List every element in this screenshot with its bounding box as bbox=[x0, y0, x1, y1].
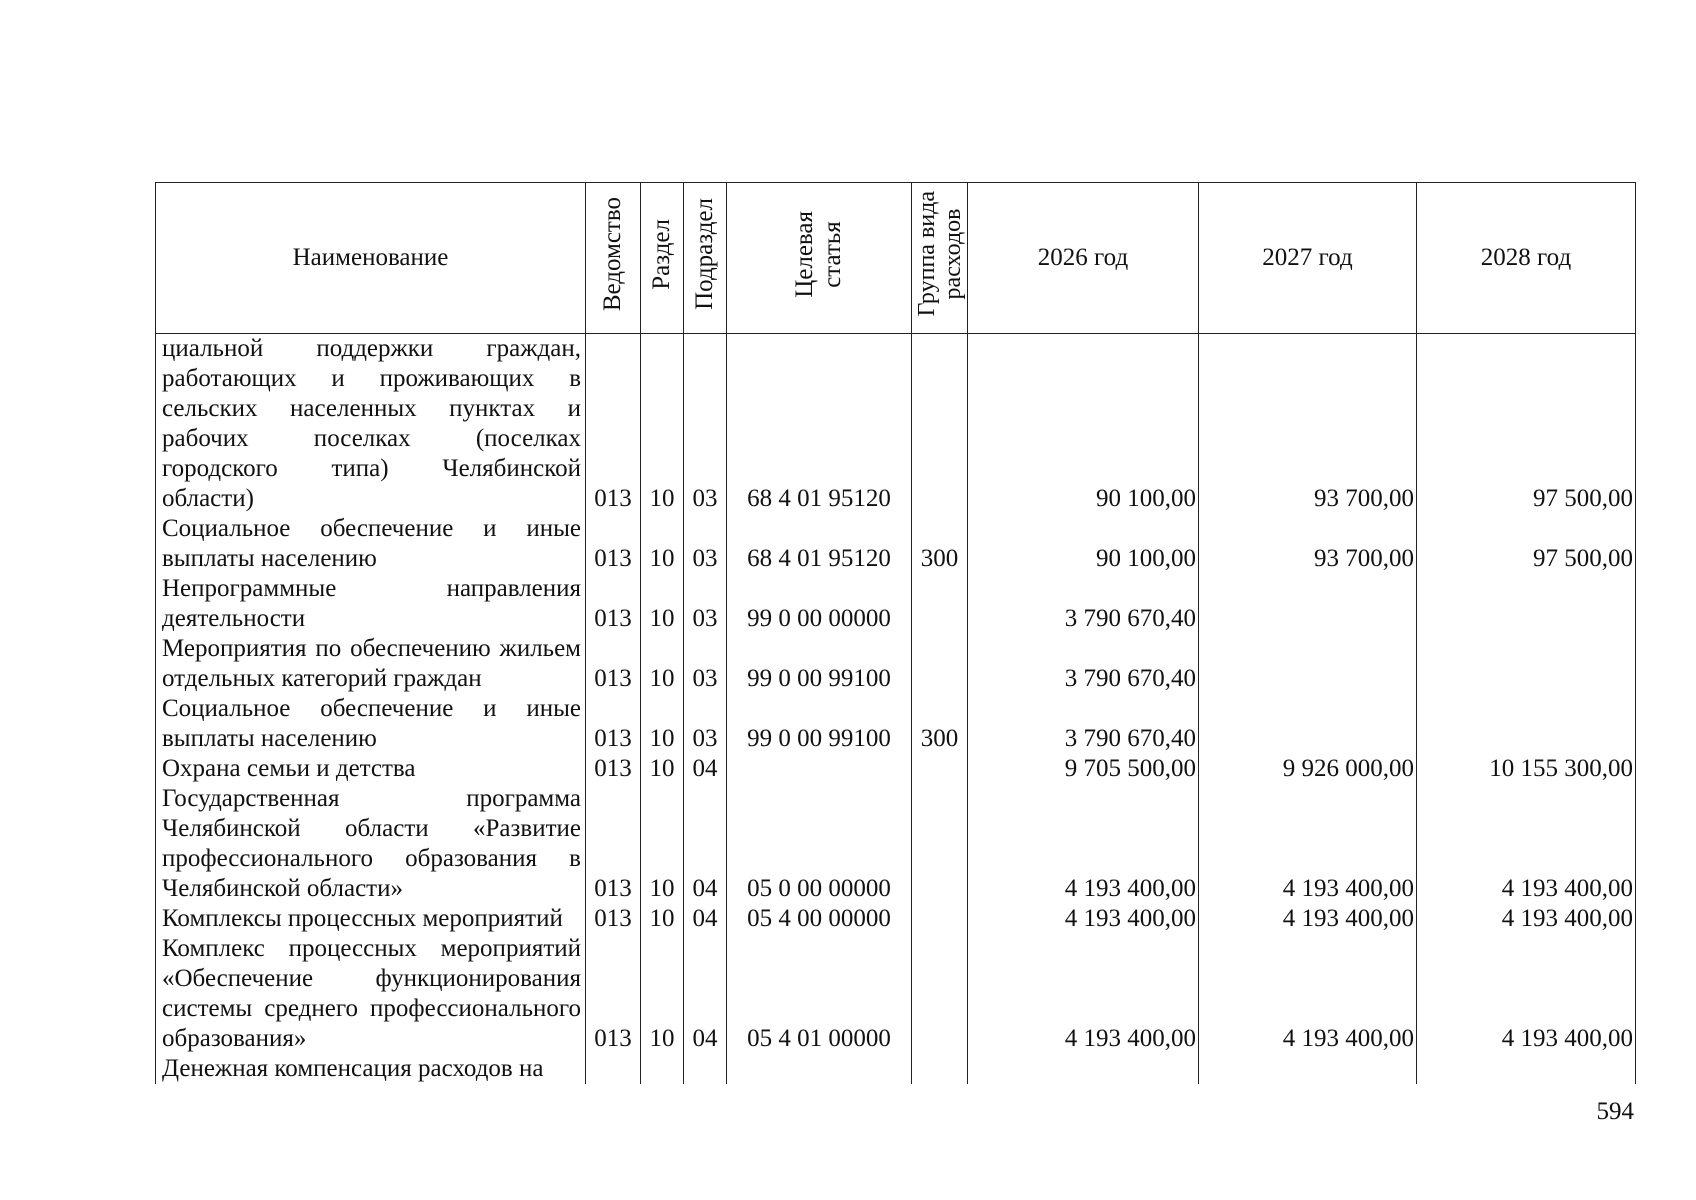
cell-podrazdel bbox=[684, 1054, 727, 1084]
cell-name: Государственная программа Челябинской области «Развитие профессионального образования в Челябинской области» bbox=[156, 784, 586, 904]
cell-podrazdel: 03 bbox=[684, 634, 727, 694]
cell-2026: 4 193 400,00 bbox=[968, 784, 1199, 904]
cell-podrazdel: 03 bbox=[684, 694, 727, 754]
cell-2026: 4 193 400,00 bbox=[968, 904, 1199, 934]
cell-2027 bbox=[1199, 634, 1417, 694]
cell-name: Охрана семьи и детства bbox=[156, 754, 586, 784]
cell-2027: 4 193 400,00 bbox=[1199, 934, 1417, 1054]
cell-2028: 4 193 400,00 bbox=[1417, 934, 1636, 1054]
cell-2028 bbox=[1417, 574, 1636, 634]
table-row bbox=[156, 754, 1636, 784]
cell-vedomstvo: 013 bbox=[586, 934, 641, 1054]
cell-podrazdel: 04 bbox=[684, 754, 727, 784]
cell-2027: 4 193 400,00 bbox=[1199, 904, 1417, 934]
table-row bbox=[156, 634, 1636, 694]
cell-celevaya-statya: 68 4 01 95120 bbox=[727, 334, 912, 515]
table-row bbox=[156, 904, 1636, 934]
cell-2026: 3 790 670,40 bbox=[968, 694, 1199, 754]
cell-2026 bbox=[968, 1054, 1199, 1084]
cell-celevaya-statya: 99 0 00 00000 bbox=[727, 574, 912, 634]
cell-razdel: 10 bbox=[641, 694, 684, 754]
table-row bbox=[156, 334, 1636, 515]
cell-razdel: 10 bbox=[641, 634, 684, 694]
cell-name: Комплекс процессных мероприятий «Обеспечение функционирования системы среднего профессионального образования» bbox=[156, 934, 586, 1054]
table-row bbox=[156, 1054, 1636, 1084]
header-gruppa-line1: Группа вида bbox=[913, 191, 940, 317]
cell-razdel: 10 bbox=[641, 754, 684, 784]
cell-vedomstvo: 013 bbox=[586, 754, 641, 784]
table-row bbox=[156, 934, 1636, 1054]
header-podrazdel: Подраздел bbox=[684, 183, 727, 334]
cell-2026: 3 790 670,40 bbox=[968, 574, 1199, 634]
cell-podrazdel: 03 bbox=[684, 334, 727, 515]
cell-vedomstvo: 013 bbox=[586, 574, 641, 634]
cell-gruppa-rashodov bbox=[912, 574, 968, 634]
cell-podrazdel: 04 bbox=[684, 934, 727, 1054]
cell-2027: 4 193 400,00 bbox=[1199, 784, 1417, 904]
cell-gruppa-rashodov bbox=[912, 1054, 968, 1084]
cell-celevaya-statya: 05 4 00 00000 bbox=[727, 904, 912, 934]
header-celevaya-line2: статья bbox=[819, 220, 846, 288]
cell-razdel: 10 bbox=[641, 514, 684, 574]
table-header-row bbox=[156, 183, 1636, 334]
header-gruppa-line2: расходов bbox=[939, 208, 966, 300]
cell-name: циальной поддержки граждан, работающих и проживающих в сельских населенных пунктах и рабочих поселках (поселках городского типа) Челябинской области) bbox=[156, 334, 586, 515]
cell-2028: 4 193 400,00 bbox=[1417, 904, 1636, 934]
cell-2027 bbox=[1199, 1054, 1417, 1084]
cell-celevaya-statya bbox=[727, 1054, 912, 1084]
cell-gruppa-rashodov: 300 bbox=[912, 694, 968, 754]
table-row bbox=[156, 694, 1636, 754]
cell-gruppa-rashodov: 300 bbox=[912, 514, 968, 574]
cell-name: Социальное обеспечение и иные выплаты населению bbox=[156, 694, 586, 754]
cell-vedomstvo: 013 bbox=[586, 694, 641, 754]
table-row bbox=[156, 784, 1636, 904]
cell-2028: 10 155 300,00 bbox=[1417, 754, 1636, 784]
cell-podrazdel: 03 bbox=[684, 574, 727, 634]
cell-2026: 9 705 500,00 bbox=[968, 754, 1199, 784]
cell-podrazdel: 04 bbox=[684, 904, 727, 934]
header-name: Наименование bbox=[156, 183, 586, 334]
cell-name: Социальное обеспечение и иные выплаты населению bbox=[156, 514, 586, 574]
cell-name: Непрограммные направления деятельности bbox=[156, 574, 586, 634]
cell-2028 bbox=[1417, 1054, 1636, 1084]
cell-2028 bbox=[1417, 694, 1636, 754]
cell-celevaya-statya: 99 0 00 99100 bbox=[727, 694, 912, 754]
cell-celevaya-statya: 99 0 00 99100 bbox=[727, 634, 912, 694]
cell-2027: 93 700,00 bbox=[1199, 514, 1417, 574]
cell-2028 bbox=[1417, 634, 1636, 694]
cell-vedomstvo: 013 bbox=[586, 634, 641, 694]
cell-gruppa-rashodov bbox=[912, 634, 968, 694]
cell-2026: 3 790 670,40 bbox=[968, 634, 1199, 694]
cell-razdel: 10 bbox=[641, 904, 684, 934]
cell-2027 bbox=[1199, 574, 1417, 634]
cell-podrazdel: 03 bbox=[684, 514, 727, 574]
cell-vedomstvo: 013 bbox=[586, 784, 641, 904]
header-celevaya-statya bbox=[727, 183, 912, 334]
header-gruppa-vida-rashodov bbox=[912, 183, 968, 334]
cell-celevaya-statya: 68 4 01 95120 bbox=[727, 514, 912, 574]
cell-name: Денежная компенсация расходов на bbox=[156, 1054, 586, 1084]
table-row bbox=[156, 574, 1636, 634]
cell-gruppa-rashodov bbox=[912, 904, 968, 934]
cell-vedomstvo: 013 bbox=[586, 904, 641, 934]
page-number: 594 bbox=[1596, 1098, 1634, 1125]
cell-razdel bbox=[641, 1054, 684, 1084]
cell-gruppa-rashodov bbox=[912, 934, 968, 1054]
cell-2028: 4 193 400,00 bbox=[1417, 784, 1636, 904]
cell-2026: 90 100,00 bbox=[968, 334, 1199, 515]
cell-gruppa-rashodov bbox=[912, 784, 968, 904]
cell-2027: 93 700,00 bbox=[1199, 334, 1417, 515]
cell-celevaya-statya bbox=[727, 754, 912, 784]
cell-2026: 4 193 400,00 bbox=[968, 934, 1199, 1054]
cell-vedomstvo: 013 bbox=[586, 514, 641, 574]
cell-2028: 97 500,00 bbox=[1417, 514, 1636, 574]
header-razdel: Раздел bbox=[641, 183, 684, 334]
header-year-2026: 2026 год bbox=[968, 183, 1199, 334]
cell-2026: 90 100,00 bbox=[968, 514, 1199, 574]
table-body bbox=[156, 334, 1636, 1085]
cell-razdel: 10 bbox=[641, 334, 684, 515]
cell-vedomstvo bbox=[586, 1054, 641, 1084]
header-year-2028: 2028 год bbox=[1417, 183, 1636, 334]
cell-podrazdel: 04 bbox=[684, 784, 727, 904]
cell-razdel: 10 bbox=[641, 934, 684, 1054]
cell-celevaya-statya: 05 4 01 00000 bbox=[727, 934, 912, 1054]
cell-2027 bbox=[1199, 694, 1417, 754]
table-row bbox=[156, 514, 1636, 574]
header-year-2027: 2027 год bbox=[1199, 183, 1417, 334]
cell-2027: 9 926 000,00 bbox=[1199, 754, 1417, 784]
cell-name: Комплексы процессных мероприятий bbox=[156, 904, 586, 934]
cell-gruppa-rashodov bbox=[912, 754, 968, 784]
cell-razdel: 10 bbox=[641, 784, 684, 904]
header-celevaya-line1: Целевая bbox=[791, 210, 818, 298]
cell-gruppa-rashodov bbox=[912, 334, 968, 515]
header-vedomstvo: Ведомство bbox=[586, 183, 641, 334]
cell-vedomstvo: 013 bbox=[586, 334, 641, 515]
cell-razdel: 10 bbox=[641, 574, 684, 634]
cell-name: Мероприятия по обеспечению жильем отдельных категорий граждан bbox=[156, 634, 586, 694]
cell-celevaya-statya: 05 0 00 00000 bbox=[727, 784, 912, 904]
cell-2028: 97 500,00 bbox=[1417, 334, 1636, 515]
budget-table bbox=[155, 182, 1636, 1084]
